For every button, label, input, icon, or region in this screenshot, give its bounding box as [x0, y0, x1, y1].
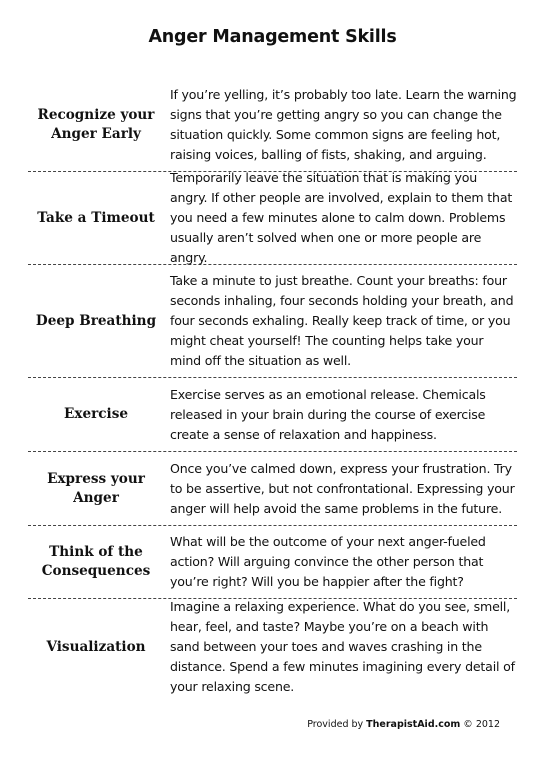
skill-row-recognize — [28, 79, 517, 172]
page-title: Anger Management Skills — [148, 27, 397, 47]
skill-row-express — [28, 452, 517, 526]
skill-name: Deep Breathing — [35, 312, 157, 329]
skill-row-exercise — [28, 378, 517, 452]
skills-table — [28, 79, 517, 695]
skill-name: Visualization — [46, 638, 146, 655]
footer-prefix: Provided by — [307, 719, 367, 730]
skill-row-breathing — [28, 265, 517, 378]
skill-description: Temporarily leave the situation that is making you angry. If other people are involved, explain to them that you need a few minutes alone to calm down. Problems usually aren’t solved when one or more people are angry. — [170, 170, 513, 265]
skill-description: Exercise serves as an emotional release. Chemicals released in your brain during the course of exercise create a sense of relaxation and happiness. — [170, 386, 486, 442]
skill-name: Think of the Consequences — [41, 544, 151, 579]
footer-brand-link[interactable]: TherapistAid.com — [366, 719, 461, 730]
skill-name: Recognize your Anger Early — [37, 107, 155, 142]
skill-name: Express your Anger — [47, 470, 145, 506]
skill-row-timeout — [28, 172, 517, 265]
skill-name: Take a Timeout — [37, 209, 155, 226]
skill-name: Exercise — [63, 406, 129, 422]
skill-description: Take a minute to just breathe. Count your breaths: four seconds inhaling, four seconds holding your breath, and four seconds exhaling. Really keep track of time, or you might cheat yourself! The counting helps take your mind off the situation as well. — [170, 273, 514, 368]
skill-description: Imagine a relaxing experience. What do you see, smell, hear, feel, and taste? Maybe you’re on a beach with sand between your toes and waves crashing in the distance. Spend a few minutes imagining every detail of your relaxing scene. — [170, 599, 515, 694]
skill-description: If you’re yelling, it’s probably too late. Learn the warning signs that you’re getting angry so you can change the situation quickly. Some common signs are feeling hot, raising voices, balling of fists, shaking, and arguing. — [170, 87, 517, 162]
footer-suffix: © 2012 — [460, 719, 500, 730]
skill-description: Once you’ve calmed down, express your frustration. Try to be assertive, but not confrontational. Expressing your anger will help avoid the same problems in the future. — [170, 460, 515, 516]
skill-row-consequences — [28, 526, 517, 599]
skill-description: What will be the outcome of your next anger-fueled action? Will arguing convince the other person that you’re right? Will you be happier after the fight? — [170, 534, 486, 589]
footer-credit — [307, 719, 500, 730]
skill-row-visualization — [28, 599, 517, 695]
